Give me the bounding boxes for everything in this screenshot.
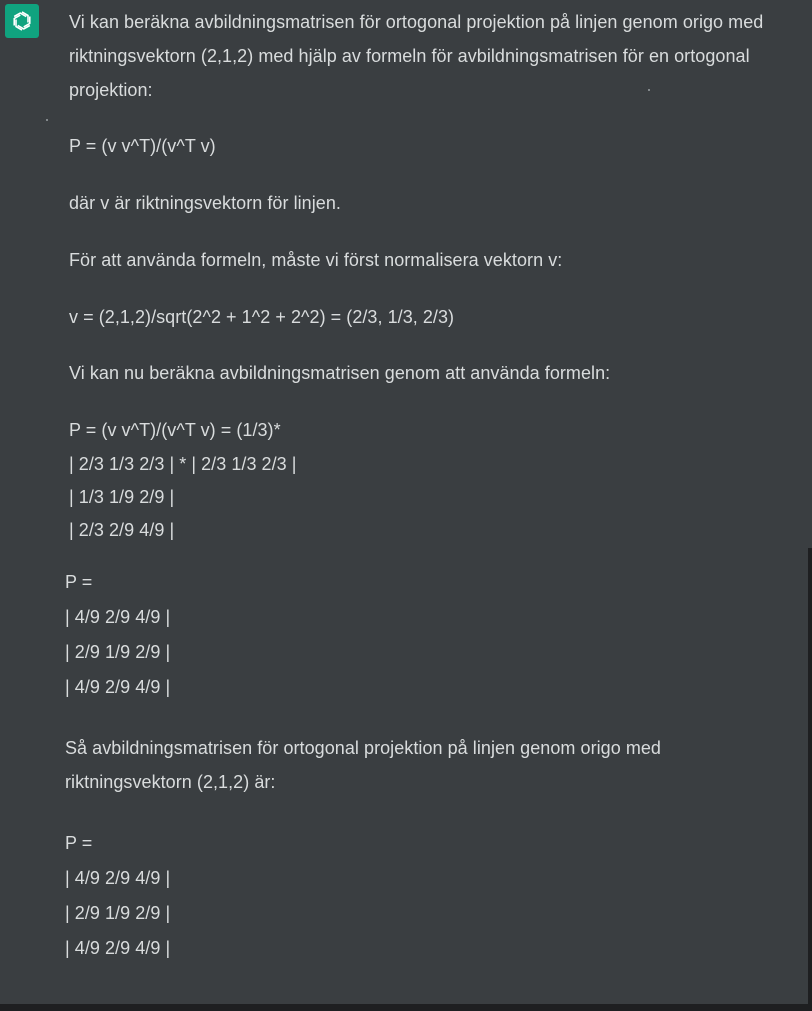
conclusion-line-2: riktningsvektorn (2,1,2) är: <box>65 772 276 792</box>
result-1-row-3: | 4/9 2/9 4/9 | <box>65 677 171 697</box>
result-1-row-2: | 2/9 1/9 2/9 | <box>65 642 171 662</box>
openai-logo-icon <box>10 9 34 33</box>
result-1-label: P = <box>65 572 93 592</box>
compute-line-3: | 1/3 1/9 2/9 | <box>69 487 175 507</box>
conclusion-line-1: Så avbildningsmatrisen för ortogonal projektion på linjen genom origo med <box>65 738 661 758</box>
message-edge <box>808 0 812 548</box>
intro-line-2: riktningsvektorn (2,1,2) med hjälp av formeln för avbildningsmatrisen för en ortogonal <box>69 46 750 66</box>
intro-line-3: projektion: <box>69 80 153 100</box>
compute-line-1: P = (v v^T)/(v^T v) = (1/3)* <box>69 420 281 440</box>
assistant-avatar <box>5 4 39 38</box>
result-2-label: P = <box>65 833 93 853</box>
page-edge <box>808 548 812 1011</box>
result-2-row-1: | 4/9 2/9 4/9 | <box>65 868 171 888</box>
result-2-row-3: | 4/9 2/9 4/9 | <box>65 938 171 958</box>
result-2-row-2: | 2/9 1/9 2/9 | <box>65 903 171 923</box>
normalize-intro-line: För att använda formeln, måste vi först normalisera vektorn v: <box>69 250 563 270</box>
intro-line-1: Vi kan beräkna avbildningsmatrisen för ortogonal projektion på linjen genom origo med <box>69 12 764 32</box>
where-v-line: där v är riktningsvektorn för linjen. <box>69 193 341 213</box>
compute-intro-line: Vi kan nu beräkna avbildningsmatrisen genom att använda formeln: <box>69 363 611 383</box>
compute-line-4: | 2/3 2/9 4/9 | <box>69 520 175 540</box>
stray-dot <box>46 119 48 121</box>
stray-dot <box>648 89 650 91</box>
result-1-row-1: | 4/9 2/9 4/9 | <box>65 607 171 627</box>
page-bottom-edge <box>0 1004 812 1011</box>
compute-line-2: | 2/3 1/3 2/3 | * | 2/3 1/3 2/3 | <box>69 454 297 474</box>
normalize-formula-line: v = (2,1,2)/sqrt(2^2 + 1^2 + 2^2) = (2/3, 1/3, 2/3) <box>69 307 455 327</box>
formula-line: P = (v v^T)/(v^T v) <box>69 136 216 156</box>
